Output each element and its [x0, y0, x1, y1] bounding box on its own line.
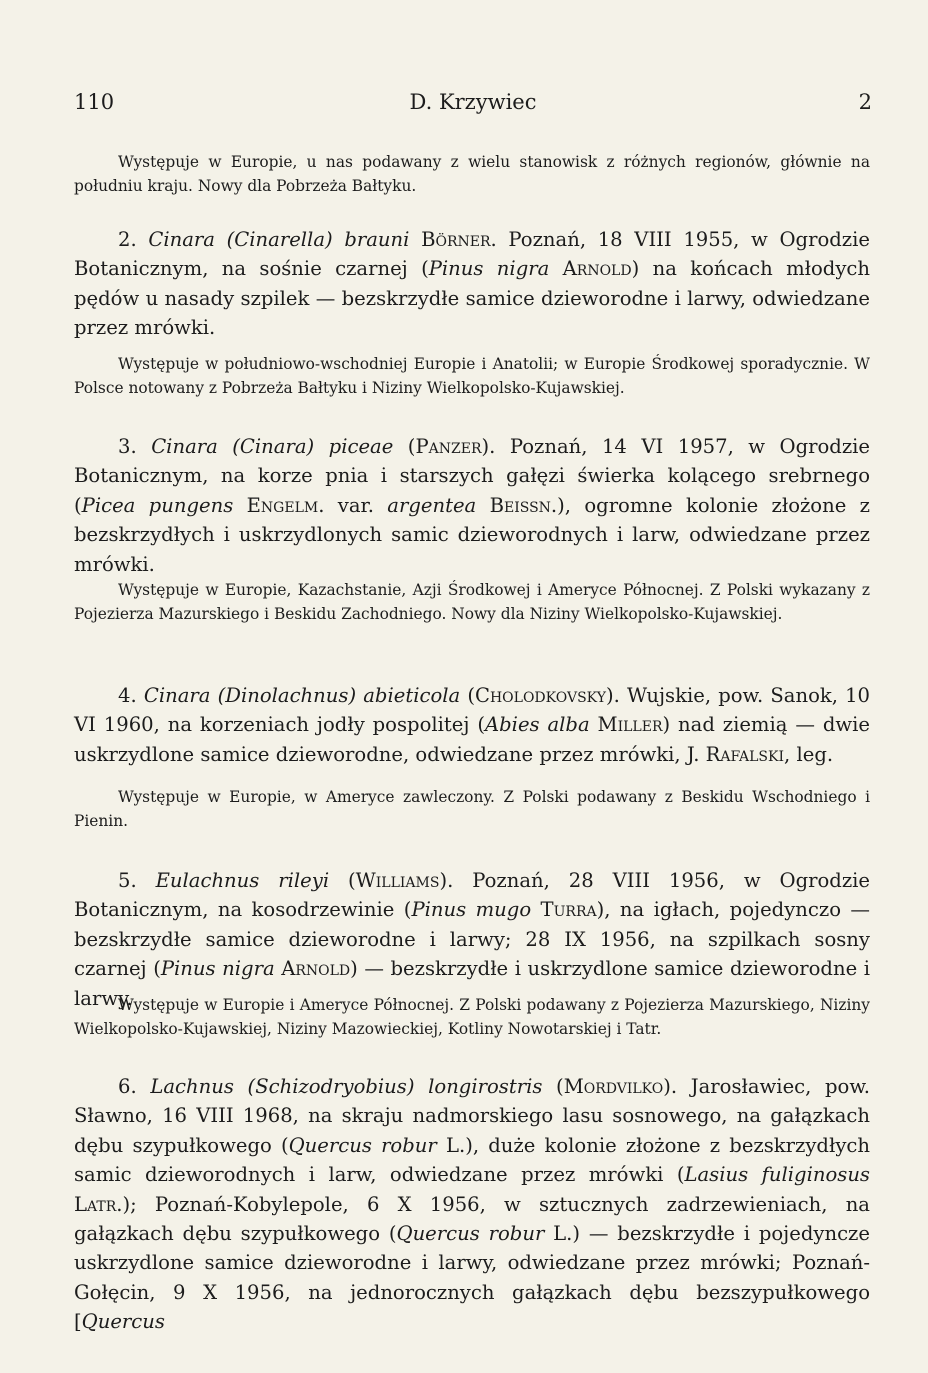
species-entry-2: [74, 225, 870, 343]
species-entry-4: [74, 681, 870, 769]
species-record: 2. Cinara (Cinarella) brauni Börner. Poznań, 18 VIII 1955, w Ogrodzie Botanicznym, na sośnie czarnej (Pinus nigra Arnold) na końcach młodych pędów u nasady szpilek — bezskrzydłe samice dzieworodne i larwy, odwiedzane przez mrówki.: [74, 228, 871, 340]
species-author: Cholodkovsky: [474, 684, 607, 707]
species-record: 3. Cinara (Cinara) piceae (Panzer). Poznań, 14 VI 1957, w Ogrodzie Botanicznym, na korze pnia i starszych gałęzi świerka kolącego srebrnego (Picea pungens Engelm. var. argentea Beissn.), ogromne kolonie złożone z bezskrzydłych i uskrzydlonych samic dzieworodnych i larw, odwiedzane przez mrówki.: [74, 435, 871, 576]
genus: Eulachnus: [155, 869, 260, 892]
genus: Lachnus: [150, 1075, 234, 1098]
species-entry-3: [74, 432, 870, 579]
host-plant: Abies alba: [484, 713, 590, 737]
running-header: [74, 90, 872, 120]
issue-number: 2: [858, 90, 872, 114]
host-plant: Pinus nigra: [428, 257, 550, 281]
distribution-paragraph-1: Występuje w Europie, u nas podawany z wielu stanowisk z różnych regionów, głównie na południu kraju. Nowy dla Pobrzeża Bałtyku.: [74, 153, 870, 195]
species-name: rileyi: [278, 869, 330, 892]
genus: Cinara: [148, 228, 215, 251]
ant-species: Lasius fuliginosus: [684, 1163, 870, 1187]
species-author: Mordvilko: [563, 1075, 664, 1098]
species-3-distribution: Występuje w Europie, Kazachstanie, Azji Środkowej i Ameryce Północnej. Z Polski wykazany z Pojezierza Mazurskiego i Beskidu Zachodniego. Nowy dla Niziny Wielkopolsko-Kujawskiej.: [74, 581, 870, 623]
host-plant: Quercus: [81, 1310, 165, 1334]
species-author: Williams: [355, 869, 440, 892]
species-name: longirostris: [428, 1075, 543, 1098]
species-record: 5. Eulachnus rileyi (Williams). Poznań, 28 VIII 1956, w Ogrodzie Botanicznym, na kosodrzewinie (Pinus mugo Turra), na igłach, pojedynczo — bezskrzydłe samice dzieworodne i larwy; 28 IX 1956, na szpilkach sosny czarnej (Pinus nigra Arnold) — bezskrzydłe i uskrzydlone samice dzieworodne i larwy.: [74, 869, 871, 1010]
species-name: brauni: [344, 228, 410, 251]
species-name: piceae: [328, 435, 394, 458]
host-plant: Pinus nigra: [160, 957, 275, 981]
species-record: 4. Cinara (Dinolachnus) abieticola (Cholodkovsky). Wujskie, pow. Sanok, 10 VI 1960, na korzeniach jodły pospolitej (Abies alba Miller) nad ziemią — dwie uskrzydlone samice dzieworodne, odwiedzane przez mrówki, J. Rafalski, leg.: [74, 684, 871, 766]
page-number: 110: [74, 90, 115, 114]
host-plant: Pinus mugo: [411, 898, 532, 922]
species-entry-6: [74, 1072, 870, 1337]
collector: Rafalski: [705, 742, 785, 766]
subgenus: (Dinolachnus): [217, 684, 357, 707]
host-plant: Picea pungens: [81, 493, 234, 517]
species-2-distribution: Występuje w południowo-wschodniej Europie i Anatolii; w Europie Środkowej sporadycznie. W Polsce notowany z Pobrzeża Bałtyku i Niziny Wielkopolsko-Kujawskiej.: [74, 355, 870, 397]
subgenus: (Cinarella): [226, 228, 333, 251]
genus: Cinara: [151, 435, 218, 458]
species-entry-5: [74, 866, 870, 1013]
species-4-distribution: Występuje w Europie, w Ameryce zawleczony. Z Polski podawany z Beskidu Wschodniego i Pienin.: [74, 788, 870, 830]
species-author: Panzer: [415, 435, 482, 458]
species-name: abieticola: [363, 684, 461, 707]
species-record: 6. Lachnus (Schizodryobius) longirostris (Mordvilko). Jarosławiec, pow. Sławno, 16 VIII 1968, na skraju nadmorskiego lasu sosnowego, na gałązkach dębu szypułkowego (Quercus robur L.), duże kolonie złożone z bezskrzydłych samic dzieworodnych i larw, odwiedzane przez mrówki (Lasius fuliginosus Latr.); Poznań-Kobylepole, 6 X 1956, w sztucznych zadrzewieniach, na gałązkach dębu szypułkowego (Quercus robur L.) — bezskrzydłe i pojedyncze uskrzydlone samice dzieworodne i larwy, odwiedzane przez mrówki; Poznań-Gołęcin, 9 X 1956, na jednorocznych gałązkach dębu bezszypułkowego [Quercus: [74, 1075, 871, 1334]
running-author: D. Krzywiec: [409, 90, 537, 114]
host-plant: Quercus robur: [396, 1222, 545, 1246]
species-5-distribution: Występuje w Europie i Ameryce Północnej. Z Polski podawany z Pojezierza Mazurskiego, Niziny Wielkopolsko-Kujawskiej, Niziny Mazowieckiej, Kotliny Nowotarskiej i Tatr.: [74, 996, 870, 1038]
host-plant: Quercus robur: [288, 1133, 437, 1157]
subgenus: (Cinara): [232, 435, 315, 458]
species-author: Börner: [421, 228, 491, 251]
subgenus: (Schizodryobius): [247, 1075, 415, 1098]
genus: Cinara: [143, 684, 211, 707]
